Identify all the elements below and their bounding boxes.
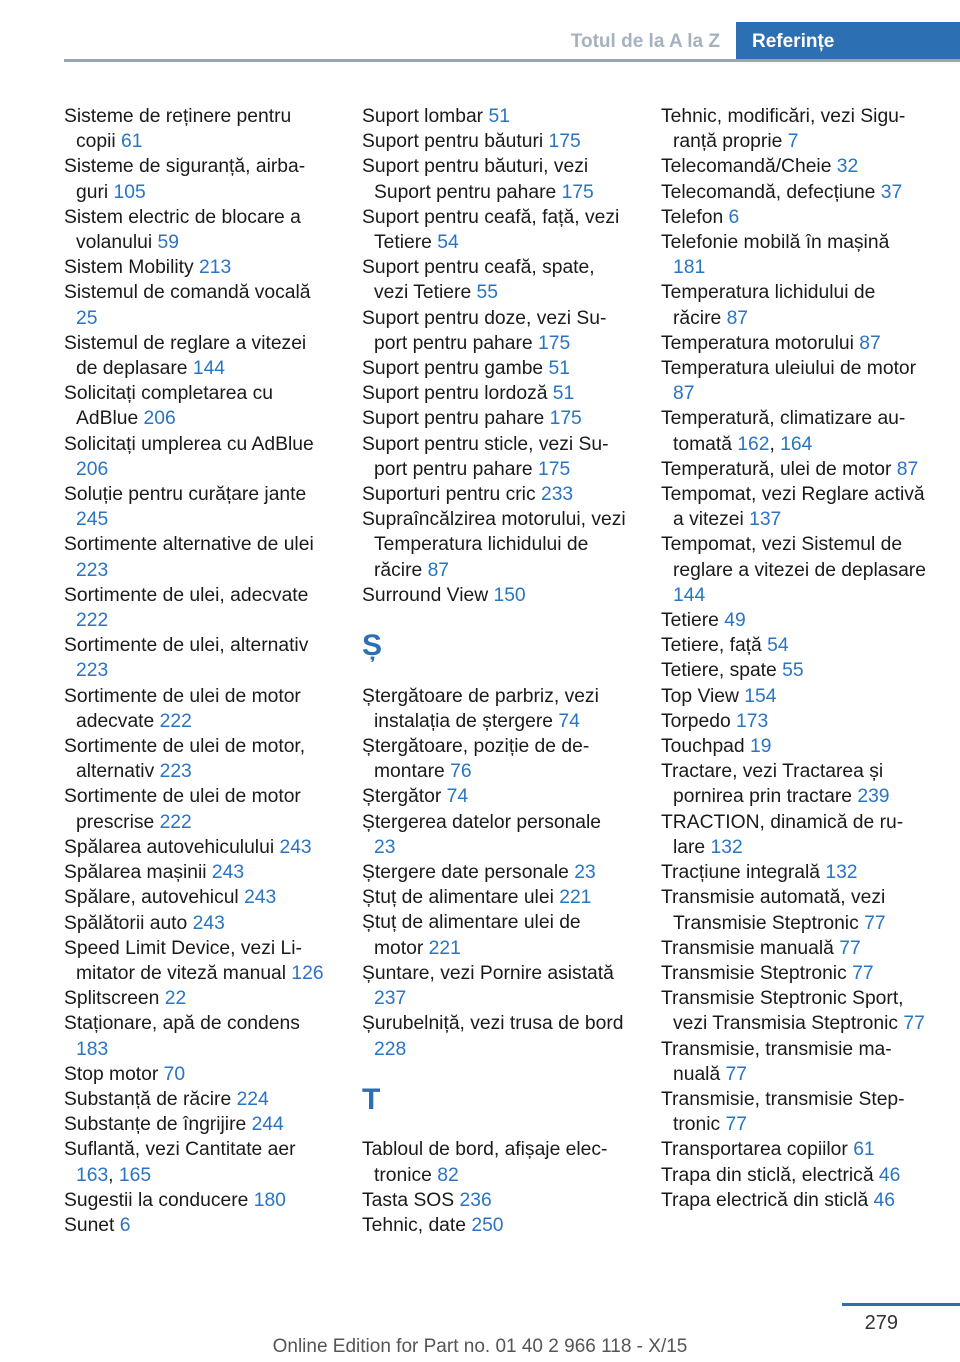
page-number: 279 <box>864 1312 898 1334</box>
page-reference-link[interactable]: 19 <box>749 736 772 758</box>
page-reference-link[interactable]: 74 <box>446 786 469 808</box>
index-entry <box>661 684 926 709</box>
index-entry-text: Suport pentru ceafă, spate, vezi Tetiere <box>362 257 595 304</box>
page-reference-link[interactable]: 222 <box>76 610 109 632</box>
page-reference-link[interactable]: 250 <box>471 1214 504 1236</box>
index-entry <box>64 1137 329 1187</box>
page-reference-link[interactable]: 77 <box>725 1114 747 1136</box>
index-entry <box>362 482 627 507</box>
index-entry <box>661 709 926 734</box>
index-entry-text: Temperatură, ulei de motor <box>661 458 892 480</box>
page-separator: , <box>108 1164 114 1186</box>
index-entry-text: Suport lombar <box>362 106 484 127</box>
index-entry-text: Tetiere <box>661 610 719 632</box>
index-column-2 <box>362 104 627 1238</box>
index-entry-text: Solicitați umplerea cu AdBlue <box>64 433 314 455</box>
page-reference-link[interactable]: 144 <box>192 358 226 380</box>
index-entry-text: Ștuț de alimentare ulei de motor <box>362 912 581 959</box>
page-reference-link[interactable]: 132 <box>825 862 858 884</box>
index-entry <box>661 658 926 683</box>
index-entry-text: Tasta SOS <box>362 1189 455 1211</box>
index-entry-text: Șurubelniță, vezi trusa de bord <box>362 1013 624 1035</box>
page-reference-link[interactable]: 173 <box>736 710 769 732</box>
footer-edition: Online Edition for Part no. 01 40 2 966 118 - X/15 <box>272 1336 688 1357</box>
index-entry <box>64 885 329 910</box>
index-entry <box>64 986 329 1011</box>
index-entry <box>661 885 926 935</box>
index-entry <box>661 104 926 154</box>
index-entry <box>362 432 627 482</box>
index-entry <box>661 734 926 759</box>
index-entry-text: Transportarea copiilor <box>661 1139 848 1161</box>
page-header <box>64 22 960 62</box>
page-reference-link[interactable]: 222 <box>159 811 192 833</box>
page-reference-link[interactable]: 206 <box>143 408 176 430</box>
page-reference-link[interactable]: 223 <box>76 559 109 581</box>
index-letter-heading: T <box>362 1082 381 1116</box>
index-entry-text: Supraîncălzirea motorului, vezi Temperatura lichidului de răcire <box>362 509 626 581</box>
index-entry <box>362 1188 627 1213</box>
index-entry-text: Tetiere, spate <box>661 660 777 682</box>
index-entry-text: TRACTION, dinamică de rulare <box>661 811 904 858</box>
index-entry <box>661 1163 926 1188</box>
page-reference-link[interactable]: 237 <box>374 988 407 1010</box>
page-reference-link[interactable]: 61 <box>121 131 143 153</box>
index-entry <box>362 104 627 129</box>
index-entry-text: Sortimente de ulei de motor adecvate <box>64 685 301 732</box>
index-entry <box>64 1062 329 1087</box>
page-reference-link[interactable]: 221 <box>428 937 461 959</box>
index-entry <box>362 810 627 860</box>
index-entry-text: Ștergătoare, poziție de demontare <box>362 736 590 783</box>
index-entry <box>661 860 926 885</box>
page-reference-link[interactable]: 22 <box>164 988 187 1010</box>
index-entry-text: Sistem electric de blocare a volanului <box>64 206 301 254</box>
index-entry-text: Tehnic, modificări, vezi Siguranță proprie <box>661 106 906 153</box>
index-entry-text: Telecomandă/Cheie <box>661 156 832 178</box>
index-entry-text: Substanțe de îngrijire <box>64 1114 247 1136</box>
page-reference-link[interactable]: 224 <box>236 1088 269 1110</box>
index-entry <box>64 331 329 381</box>
index-entry <box>661 986 926 1036</box>
page-reference-link[interactable]: 180 <box>253 1189 286 1211</box>
page-reference-link[interactable]: 59 <box>157 232 179 254</box>
index-entry <box>661 633 926 658</box>
page-reference-link[interactable]: 132 <box>710 836 743 858</box>
page-separator: , <box>769 433 775 455</box>
page-reference-link[interactable]: 77 <box>839 937 861 959</box>
index-entry <box>64 532 329 582</box>
page-reference-link[interactable]: 206 <box>76 458 109 480</box>
page-reference-link[interactable]: 243 <box>244 887 277 909</box>
page-reference-link[interactable]: 49 <box>724 610 746 632</box>
index-entry <box>64 1112 329 1137</box>
page-reference-link[interactable]: 87 <box>859 332 881 354</box>
index-entry <box>362 583 627 608</box>
page-reference-link[interactable]: 74 <box>558 710 580 732</box>
index-entry <box>64 104 329 154</box>
index-column-3 <box>661 104 926 1213</box>
page-reference-link[interactable]: 46 <box>878 1164 901 1186</box>
index-entry <box>64 1213 329 1238</box>
index-entry <box>661 205 926 230</box>
index-entry <box>661 154 926 179</box>
index-entry-text: Telecomandă, defecțiune <box>661 181 876 203</box>
index-entry <box>362 507 627 583</box>
index-entry <box>661 1137 926 1162</box>
index-entry-text: Suport pentru gambe <box>362 358 544 380</box>
index-entry <box>64 1188 329 1213</box>
page-reference-link[interactable]: 243 <box>192 912 225 934</box>
index-entry-text: Transmisie, transmisie manuală <box>661 1038 892 1085</box>
page-reference-link[interactable]: 77 <box>852 962 874 984</box>
page-reference-link[interactable]: 37 <box>880 181 903 203</box>
index-entry-text: Tabloul de bord, afișaje electronice <box>362 1139 608 1186</box>
index-entry <box>661 280 926 330</box>
section-tab[interactable]: Totul de la A la Z <box>570 31 720 52</box>
page-reference-link[interactable]: 243 <box>279 836 312 858</box>
page-reference-link[interactable]: 181 <box>673 257 706 279</box>
index-entry-text: Speed Limit Device, vezi Limitator de viteză manual <box>64 937 302 984</box>
index-entry-text: Temperatura uleiului de motor <box>661 358 917 380</box>
page-number-bar <box>842 1303 960 1306</box>
index-entry-text: Spălare, autovehicul <box>64 887 239 909</box>
index-entry <box>64 1087 329 1112</box>
index-entry-text: Transmisie manuală <box>661 937 834 959</box>
page-reference-link[interactable]: 7 <box>787 131 799 153</box>
index-entry-text: Sortimente de ulei de motor prescrise <box>64 786 301 833</box>
page-reference-link[interactable]: 175 <box>561 181 594 203</box>
index-entry-text: Suport pentru pahare <box>362 408 545 430</box>
index-entry <box>362 406 627 431</box>
page-reference-link[interactable]: 25 <box>76 307 98 329</box>
chapter-tab[interactable]: Referințe <box>736 22 960 62</box>
index-entry-text: Top View <box>661 685 739 707</box>
page-reference-link[interactable]: 223 <box>76 660 109 682</box>
index-entry <box>64 255 329 280</box>
index-entry <box>362 381 627 406</box>
page-reference-link[interactable]: 164 <box>780 433 813 455</box>
page-reference-link[interactable]: 222 <box>159 710 192 732</box>
index-entry-text: Sugestii la conducere <box>64 1189 249 1211</box>
page-reference-link[interactable]: 244 <box>251 1114 284 1136</box>
page-reference-link[interactable]: 221 <box>559 887 592 909</box>
index-entry <box>64 381 329 431</box>
page-reference-link[interactable]: 163 <box>76 1164 109 1186</box>
index-entry-text: Ștergere date personale <box>362 862 569 884</box>
page-reference-link[interactable]: 228 <box>374 1038 407 1060</box>
index-entry <box>661 406 926 456</box>
page-reference-link[interactable]: 245 <box>76 509 109 531</box>
index-entry <box>661 482 926 532</box>
page-reference-link[interactable]: 51 <box>488 106 510 127</box>
page-reference-link[interactable]: 175 <box>538 458 571 480</box>
index-entry <box>362 784 627 809</box>
index-entry-text: Tracțiune integrală <box>661 862 820 884</box>
index-entry <box>64 835 329 860</box>
page-reference-link[interactable]: 51 <box>552 383 575 405</box>
page-reference-link[interactable]: 46 <box>873 1189 895 1211</box>
index-entry <box>661 356 926 406</box>
index-entry-text: Spălarea mașinii <box>64 862 207 884</box>
index-entry <box>661 457 926 482</box>
index-entry-text: Splitscreen <box>64 988 160 1010</box>
index-entry <box>362 734 627 784</box>
page-reference-link[interactable]: 70 <box>163 1063 186 1085</box>
index-entry-text: Transmisie Steptronic Sport, vezi Transmisia Steptronic <box>661 988 904 1035</box>
index-entry <box>661 1037 926 1087</box>
index-entry-text: Stop motor <box>64 1063 159 1085</box>
index-entry-text: Torpedo <box>661 710 731 732</box>
index-entry <box>64 583 329 633</box>
index-entry <box>64 860 329 885</box>
index-entry-text: Ștergător <box>362 786 442 808</box>
page-reference-link[interactable]: 54 <box>437 232 459 254</box>
index-entry-text: Telefon <box>661 206 724 228</box>
index-entry-text: Sistem Mobility <box>64 257 194 279</box>
page-reference-link[interactable]: 150 <box>493 584 526 606</box>
index-entry-text: Spălarea autovehiculului <box>64 836 275 858</box>
index-entry <box>64 482 329 532</box>
index-entry <box>64 734 329 784</box>
index-entry <box>64 633 329 683</box>
index-entry <box>362 154 627 204</box>
index-entry <box>64 1011 329 1061</box>
page-reference-link[interactable]: 61 <box>853 1139 875 1161</box>
index-entry <box>362 1011 627 1061</box>
index-entry <box>362 910 627 960</box>
page-reference-link[interactable]: 175 <box>549 408 582 430</box>
index-entry-text: Suport pentru băuturi <box>362 131 544 153</box>
index-entry-text: Tetiere, față <box>661 635 762 657</box>
page-reference-link[interactable]: 55 <box>476 282 498 304</box>
index-entry-text: Suflantă, vezi Cantitate aer <box>64 1139 296 1161</box>
index-entry-text: Suport pentru băuturi, vezi Suport pentru pahare <box>362 156 589 203</box>
index-entry-text: Sistemul de comandă vocală <box>64 282 311 304</box>
index-entry-text: Suport pentru ceafă, față, vezi Tetiere <box>362 206 620 254</box>
index-entry <box>661 608 926 633</box>
index-entry <box>64 205 329 255</box>
page-reference-link[interactable]: 137 <box>749 509 782 531</box>
page-reference-link[interactable]: 54 <box>767 635 789 657</box>
index-entry-text: Temperatura lichidului de răcire <box>661 282 876 329</box>
index-entry-text: Transmisie, transmisie Steptronic <box>661 1088 905 1136</box>
index-entry-text: Sisteme de siguranță, airbaguri <box>64 156 306 203</box>
index-entry <box>362 1213 627 1238</box>
page-reference-link[interactable]: 6 <box>119 1214 131 1236</box>
index-entry-text: Sistemul de reglare a vitezei de deplasare <box>64 332 307 380</box>
index-entry <box>661 936 926 961</box>
index-entry <box>64 936 329 986</box>
page-reference-link[interactable]: 223 <box>159 761 192 783</box>
index-entry <box>64 684 329 734</box>
page-reference-link[interactable]: 183 <box>76 1038 109 1060</box>
index-entry-text: Ștuț de alimentare ulei <box>362 887 554 909</box>
index-entry-text: Suporturi pentru cric <box>362 484 536 506</box>
index-entry <box>362 1137 627 1187</box>
page-reference-link[interactable]: 55 <box>782 660 804 682</box>
page-reference-link[interactable]: 87 <box>896 458 919 480</box>
page-reference-link[interactable]: 32 <box>836 156 859 178</box>
index-entry <box>64 784 329 834</box>
index-entry-text: Sortimente de ulei de motor, alternativ <box>64 736 306 783</box>
index-entry-text: Sortimente de ulei, adecvate <box>64 584 309 606</box>
page-reference-link[interactable]: 76 <box>450 761 472 783</box>
index-entry <box>661 810 926 860</box>
page-reference-link[interactable]: 77 <box>864 912 886 934</box>
index-entry <box>362 885 627 910</box>
index-entry <box>362 306 627 356</box>
page-reference-link[interactable]: 87 <box>726 307 749 329</box>
page-reference-link[interactable]: 175 <box>548 131 581 153</box>
page-reference-link[interactable]: 87 <box>673 383 695 405</box>
index-entry <box>661 759 926 809</box>
index-entry <box>362 129 627 154</box>
index-entry <box>64 280 329 330</box>
page-reference-link[interactable]: 162 <box>737 433 770 455</box>
index-entry <box>661 230 926 280</box>
page-reference-link[interactable]: 77 <box>725 1063 747 1085</box>
page-reference-link[interactable]: 233 <box>540 484 574 506</box>
page-reference-link[interactable]: 87 <box>427 559 450 581</box>
index-entry-text: Tehnic, date <box>362 1214 466 1236</box>
page-reference-link[interactable]: 144 <box>673 584 706 606</box>
page-reference-link[interactable]: 243 <box>211 862 245 884</box>
index-entry-text: Solicitați completarea cu AdBlue <box>64 383 273 430</box>
index-entry <box>362 205 627 255</box>
page-reference-link[interactable]: 105 <box>113 181 146 203</box>
index-entry-text: Staționare, apă de condens <box>64 1013 300 1035</box>
page-reference-link[interactable]: 6 <box>728 206 740 228</box>
page-reference-link[interactable]: 77 <box>903 1013 925 1035</box>
index-entry <box>661 1188 926 1213</box>
index-entry <box>362 255 627 305</box>
index-entry-text: Sortimente alternative de ulei <box>64 534 314 556</box>
page-reference-link[interactable]: 23 <box>574 862 596 884</box>
index-entry-text: Suport pentru lordoză <box>362 383 548 405</box>
page-reference-link[interactable]: 126 <box>291 962 324 984</box>
page-reference-link[interactable]: 165 <box>118 1164 152 1186</box>
index-entry-text: Sortimente de ulei, alternativ <box>64 635 309 657</box>
page-reference-link[interactable]: 239 <box>857 786 890 808</box>
index-entry-text: Tempomat, vezi Reglare activă a vitezei <box>661 484 925 531</box>
index-entry-text: Ștergerea datelor personale <box>362 811 602 833</box>
index-entry <box>362 684 627 734</box>
index-entry <box>362 961 627 1011</box>
index-letter-heading: Ș <box>362 629 383 663</box>
index-entry <box>362 356 627 381</box>
index-entry-text: Trapa din sticlă, electrică <box>661 1164 874 1186</box>
page-reference-link[interactable]: 23 <box>374 836 396 858</box>
index-entry-text: Surround View <box>362 584 489 606</box>
index-entry-text: Substanță de răcire <box>64 1088 232 1110</box>
index-entry-text: Sisteme de reținere pentru copii <box>64 106 292 153</box>
index-column-1 <box>64 104 329 1238</box>
page-reference-link[interactable]: 175 <box>538 332 571 354</box>
index-entry-text: Trapa electrică din sticlă <box>661 1189 869 1211</box>
index-entry <box>661 532 926 608</box>
page-reference-link[interactable]: 213 <box>199 257 232 279</box>
index-entry-text: Transmisie automată, vezi Transmisie Steptronic <box>661 887 886 934</box>
page-reference-link[interactable]: 236 <box>459 1189 492 1211</box>
index-entry-text: Suport pentru sticle, vezi Suport pentru pahare <box>362 433 609 480</box>
page-reference-link[interactable]: 51 <box>548 358 570 380</box>
index-entry-text: Spălătorii auto <box>64 912 188 934</box>
index-entry <box>64 432 329 482</box>
index-entry-text: Șuntare, vezi Pornire asistată <box>362 962 614 984</box>
index-entry-text: Temperatura motorului <box>661 332 854 354</box>
index-entry-text: Touchpad <box>661 736 745 758</box>
index-entry-text: Transmisie Steptronic <box>661 962 847 984</box>
index-entry <box>661 180 926 205</box>
header-rule <box>64 59 960 62</box>
index-entry-text: Telefonie mobilă în mașină <box>661 232 890 254</box>
index-entry-text: Soluție pentru curățare jante <box>64 484 307 506</box>
index-entry-text: Suport pentru doze, vezi Suport pentru pahare <box>362 307 607 354</box>
index-entry <box>661 961 926 986</box>
index-entry-text: Temperatură, climatizare automată <box>661 408 906 455</box>
index-entry-text: Tempomat, vezi Sistemul de reglare a vitezei de deplasare <box>661 534 926 581</box>
index-entry-text: Sunet <box>64 1214 115 1236</box>
index-entry <box>661 1087 926 1137</box>
index-entry <box>362 860 627 885</box>
index-entry-text: Ștergătoare de parbriz, vezi instalația de ștergere <box>362 685 599 732</box>
index-entry <box>661 331 926 356</box>
index-entry-text: Tractare, vezi Tractarea și pornirea prin tractare <box>661 761 884 808</box>
index-entry <box>64 154 329 204</box>
page-reference-link[interactable]: 154 <box>744 685 777 707</box>
page-reference-link[interactable]: 82 <box>437 1164 459 1186</box>
index-entry <box>64 911 329 936</box>
